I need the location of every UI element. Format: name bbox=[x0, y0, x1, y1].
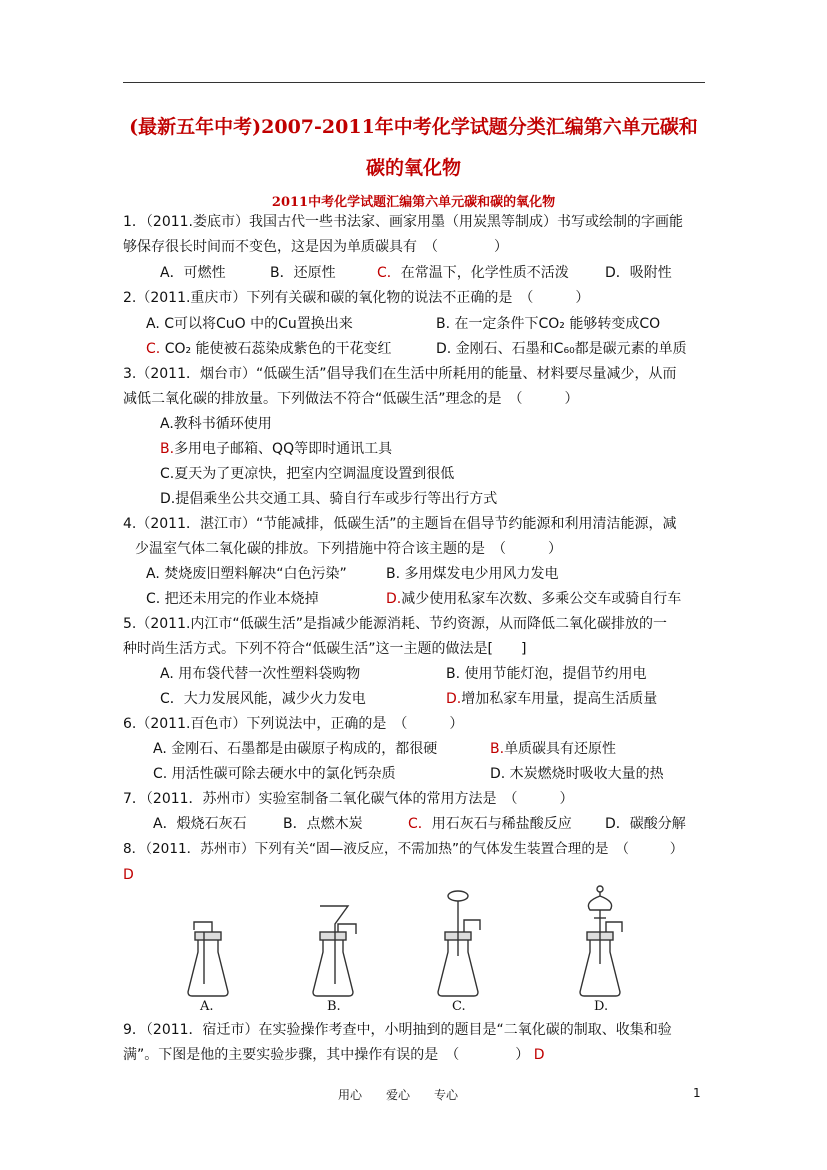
q7-option-b: B．点燃木炭 bbox=[283, 816, 363, 832]
q1-option-a: A．可燃性 bbox=[160, 265, 226, 281]
q3-answer-marker: B. bbox=[160, 441, 175, 457]
q6-option-a: A. 金刚石、石墨都是由碳原子构成的，都很硬 bbox=[153, 741, 438, 757]
q1-option-d: D．吸附性 bbox=[605, 265, 672, 281]
apparatus-d bbox=[580, 886, 622, 996]
q5-stem-line2: 种时尚生活方式。下列不符合“低碳生活”这一主题的做法是[ ] bbox=[123, 641, 527, 657]
q5-answer-marker: D. bbox=[446, 691, 462, 707]
q2-stem: 2.（2011.重庆市）下列有关碳和碳的氧化物的说法不正确的是 （ ） bbox=[123, 290, 590, 306]
q6-stem: 6.（2011.百色市）下列说法中，正确的是 （ ） bbox=[123, 716, 464, 732]
q5-option-c: C．大力发展风能，减少火力发电 bbox=[160, 691, 366, 707]
q4-option-c: C. 把还未用完的作业本烧掉 bbox=[146, 591, 319, 607]
document-subtitle: 2011中考化学试题汇编第六单元碳和碳的氧化物 bbox=[271, 195, 556, 210]
q3-option-c: C.夏天为了更凉快，把室内空调温度设置到很低 bbox=[160, 466, 455, 482]
q1-option-b: B．还原性 bbox=[270, 265, 336, 281]
q7-option-d: D．碳酸分解 bbox=[605, 816, 686, 832]
q6-option-b: B.单质碳具有还原性 bbox=[490, 741, 617, 757]
q6-option-c: C. 用活性碳可除去硬水中的氯化钙杂质 bbox=[153, 766, 396, 782]
page-number: 1 bbox=[693, 1086, 701, 1100]
q4-option-a: A. 焚烧废旧塑料解决“白色污染” bbox=[146, 566, 347, 582]
document-title-line1: (最新五年中考)2007-2011年中考化学试题分类汇编第六单元碳和 bbox=[129, 116, 698, 138]
q2-option-c: C. CO₂ 能使被石蕊染成紫色的干花变红 bbox=[146, 341, 392, 357]
q6-answer-marker: B. bbox=[490, 741, 505, 757]
q9-stem-line2: 满”。下图是他的主要实验步骤，其中操作有误的是 （ ） D bbox=[123, 1047, 545, 1063]
apparatus-b bbox=[313, 906, 356, 996]
q7-option-c: C．用石灰石与稀盐酸反应 bbox=[408, 816, 572, 832]
q3-option-d: D.提倡乘坐公共交通工具、骑自行车或步行等出行方式 bbox=[160, 491, 498, 507]
document-title-line2: 碳的氧化物 bbox=[365, 157, 461, 179]
q5-option-a: A. 用布袋代替一次性塑料袋购物 bbox=[160, 666, 361, 682]
q7-stem: 7．（2011．苏州市）实验室制备二氧化碳气体的常用方法是 （ ） bbox=[123, 791, 574, 807]
q4-answer-marker: D. bbox=[386, 591, 402, 607]
q1-stem-line2: 够保存很长时间而不变色，这是因为单质碳具有 （ ） bbox=[123, 239, 508, 255]
q2-option-d: D. 金刚石、石墨和C₆₀都是碳元素的单质 bbox=[436, 341, 687, 357]
apparatus-c-label: C. bbox=[452, 999, 466, 1012]
q8-stem: 8．（2011．苏州市）下列有关“固—液反应，不需加热”的气体发生装置合理的是 （ ） bbox=[123, 841, 684, 857]
q8-apparatus-figure bbox=[180, 884, 650, 1012]
q2-answer-marker: C. bbox=[146, 341, 165, 357]
q5-option-b: B. 使用节能灯泡，提倡节约用电 bbox=[446, 666, 647, 682]
q8-answer: D bbox=[123, 867, 134, 883]
q5-stem-line1: 5.（2011.内江市“低碳生活”是指减少能源消耗、节约资源，从而降低二氧化碳排放的一 bbox=[123, 616, 667, 632]
q2-option-a: A. C可以将CuO 中的Cu置换出来 bbox=[146, 316, 353, 332]
footer-motto: 用心 爱心 专心 bbox=[338, 1088, 459, 1102]
q2-option-b: B. 在一定条件下CO₂ 能够转变成CO bbox=[436, 316, 661, 332]
q6-option-d: D. 木炭燃烧时吸收大量的热 bbox=[490, 766, 664, 782]
q3-option-a: A.教科书循环使用 bbox=[160, 416, 272, 432]
q3-option-b: B.多用电子邮箱、QQ等即时通讯工具 bbox=[160, 441, 393, 457]
apparatus-d-label: D. bbox=[594, 999, 609, 1012]
apparatus-a-label: A. bbox=[200, 999, 214, 1012]
apparatus-a bbox=[188, 922, 228, 996]
q3-stem-line1: 3.（2011．烟台市）“低碳生活”倡导我们在生活中所耗用的能量、材料要尽量减少，从而 bbox=[123, 366, 677, 382]
q1-stem-line1: 1．（2011.娄底市）我国古代一些书法家、画家用墨（用炭黑等制成）书写或绘制的字画能 bbox=[123, 214, 683, 230]
q4-option-b: B. 多用煤发电少用风力发电 bbox=[386, 566, 559, 582]
q1-option-c: C．在常温下，化学性质不活泼 bbox=[377, 265, 569, 281]
q4-stem-line1: 4.（2011．湛江市）“节能减排，低碳生活”的主题旨在倡导节约能源和利用清洁能源，减 bbox=[123, 516, 677, 532]
q1-answer-marker: C． bbox=[377, 265, 401, 281]
apparatus-b-label: B. bbox=[327, 999, 341, 1012]
q7-option-a: A．煅烧石灰石 bbox=[153, 816, 247, 832]
q7-answer-marker: C． bbox=[408, 816, 432, 832]
q9-stem-line1: 9．（2011．宿迁市）在实验操作考查中，小明抽到的题目是“二氧化碳的制取、收集和验 bbox=[123, 1022, 672, 1038]
q3-stem-line2: 减低二氧化碳的排放量。下列做法不符合“低碳生活”理念的是 （ ） bbox=[123, 391, 579, 407]
q4-stem-line2: 少温室气体二氧化碳的排放。下列措施中符合该主题的是 （ ） bbox=[135, 541, 562, 557]
apparatus-c bbox=[438, 891, 480, 996]
header-rule bbox=[123, 82, 705, 83]
q9-answer: D bbox=[533, 1047, 545, 1063]
q4-option-d: D.减少使用私家车次数、多乘公交车或骑自行车 bbox=[386, 591, 682, 607]
q5-option-d: D.增加私家车用量，提高生活质量 bbox=[446, 691, 658, 707]
